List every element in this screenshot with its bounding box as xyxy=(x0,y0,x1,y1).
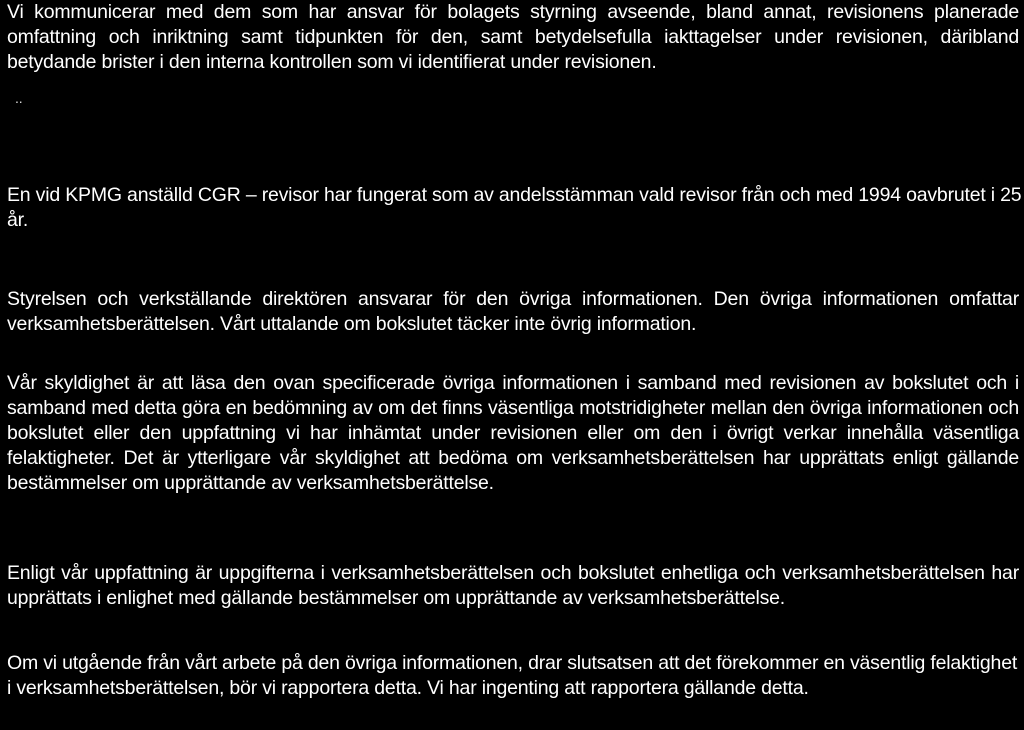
paragraph-auditor-tenure: En vid KPMG anställd CGR – revisor har fungerat som av andelsstämman vald revisor från och med 1994 oavbrutet i 25 år. xyxy=(7,184,1022,231)
paragraph-reporting: Om vi utgående från vårt arbete på den övriga informationen, drar slutsatsen att det förekommer en väsentlig felaktighet i verksamhetsberättelsen, bör vi rapportera detta. Vi har ingenting att rapportera gällande detta. xyxy=(7,652,1018,699)
stray-mark: .. xyxy=(15,90,23,106)
paragraph-our-responsibility: Vår skyldighet är att läsa den ovan specificerade övriga informationen i samband med revisionen av bokslutet och i samband med detta göra en bedömning av om det finns väsentliga motstridigheter mellan den övriga informationen och bokslutet eller den uppfattning vi har inhämtat under revisionen eller om den i övrigt verkar innehålla väsentliga felaktigheter. Det är ytterligare vår skyldighet att bedöma om verksamhetsberättelsen har upprättats enligt gällande bestämmelser om upprättande av verksamhetsberättelse. xyxy=(7,372,1019,494)
paragraph-communication: Vi kommunicerar med dem som har ansvar för bolagets styrning avseende, bland annat, revisionens planerade omfattning och inriktning samt tidpunkten för den, samt betydelsefulla iakttagelser under revisionen, däribland betydande brister i den interna kontrollen som vi identifierat under revisionen. xyxy=(7,1,1019,73)
paragraph-other-information: Styrelsen och verkställande direktören ansvarar för den övriga informationen. Den övriga informationen omfattar verksamhetsberättelsen. Vårt uttalande om bokslutet täcker inte övrig information. xyxy=(7,288,1019,335)
paragraph-our-opinion: Enligt vår uppfattning är uppgifterna i verksamhetsberättelsen och bokslutet enhetliga och verksamhetsberättelsen har upprättats i enlighet med gällande bestämmelser om upprättande av verksamhetsberättelse. xyxy=(7,562,1019,609)
